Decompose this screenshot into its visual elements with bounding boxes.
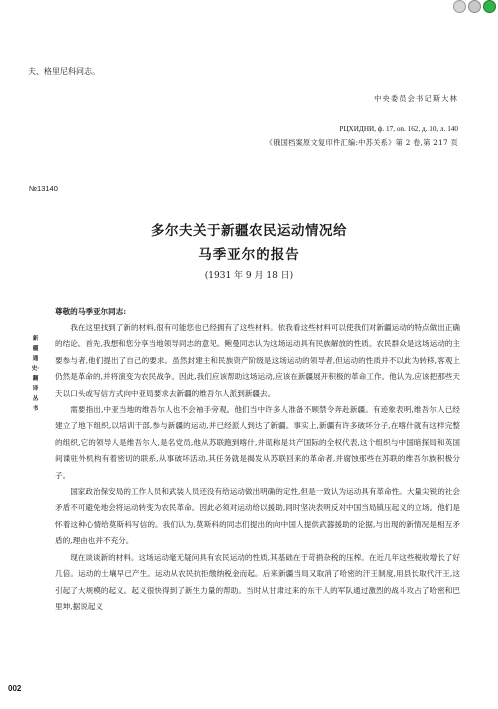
salutation: 尊敬的马季亚尔同志: bbox=[55, 307, 127, 316]
status-icon[interactable] bbox=[483, 0, 496, 13]
restore-icon[interactable] bbox=[468, 0, 481, 13]
signature: 中央委员会书记斯大林 bbox=[374, 94, 458, 103]
archive-reference: РЦХИДНИ, ф. 17, on. 162, д. 10, л. 140 bbox=[339, 125, 458, 133]
document-title-line-1: 多尔夫关于新疆农民运动情况给 bbox=[151, 223, 347, 239]
paragraph: 我在这里找到了新的材料,很有可能您也已经拥有了这些材料。依我看这些材料可以使我们对新疆运动的特点做出正确的结论。首先,我想和您分享当地领导同志的意见。鲍曼同志认为这场运动具有民族解放的性质。农民群众是这场运动的主要参与者,他们提出了自己的要求。虽然封建主和民族资产阶级是这场运动的领导者,但运动的性质并不以此为转移,客观上仍然是革命的,并将演变为农民战争。因此,我们应该帮助这场运动,应该在新疆展开积极的革命工作。他认为,应该把那些天天以口头或写信方式向中亚局要求去新疆的维吾尔人派到新疆去。 bbox=[55, 323, 460, 398]
document-number: №13140 bbox=[29, 184, 58, 193]
document-body bbox=[55, 320, 460, 615]
document-date: (1931 年 9 月 18 日) bbox=[204, 271, 294, 281]
series-side-note: 新疆通史·翻译丛书 bbox=[31, 336, 40, 412]
paragraph: 需要指出,中亚当地的维吾尔人也不会袖手旁观。他们当中许多人准备不顾禁令奔赴新疆。有迹象表明,维吾尔人已经建立了地下组织,以培训干部,参与新疆的运动,并已经派人到达了新疆。事实上,新疆有许多破坏分子,在喀什就有这样完整的组织,它的领导人是维吾尔人,是名党员,他从苏联跑到喀什,并谎称是共产国际的全权代表,这个组织与中国暗探局和英国间谍驻外机构有着密切的联系,从事破坏活动,其任务就是揭发从苏联回来的革命者,并腐蚀那些在苏联的维吾尔族积极分子。 bbox=[55, 405, 460, 480]
page-number: 002 bbox=[8, 684, 22, 693]
previous-document-ending: 夫、格里尼科同志。 bbox=[28, 67, 100, 76]
document-title-line-2: 马季亚尔的报告 bbox=[198, 247, 300, 263]
paragraph: 国家政治保安局的工作人员和武装人员还没有给运动做出明确的定性,但是一致认为运动具有革命性。大量尖锐的社会矛盾不可避免地会将运动转变为农民革命。因此必须对运动给以援助,同时坚决表明反对中国当局镇压起义的立场。他们是怀着这种心情给莫斯科写信的。我们认为,莫斯科的同志们提出的向中国人提供武器援助的论据,与出现的新情况是相互矛盾的,理由也并不充分。 bbox=[55, 487, 460, 546]
paragraph: 现在谈谈新的材料。这场运动毫无疑问具有农民运动的性质,其基础在于苛捐杂税的压榨。在近几年这些税收增长了好几倍。运动的土壤早已产生。运动从农民抗拒缴纳税金而起。后来新疆当局又取消了哈密的汗王制度,用县长取代汗王,这引起了大规模的起义。起义很快得到了新生力量的帮助。当时从甘肃过来的东干人的军队通过激烈的战斗攻占了哈密和巴里坤,据说起义 bbox=[55, 552, 460, 611]
book-reference: 《俄国档案原文复印件汇编:中苏关系》第 2 卷,第 217 页 bbox=[265, 138, 458, 147]
window-controls bbox=[453, 0, 496, 14]
minimize-icon[interactable] bbox=[453, 0, 466, 13]
